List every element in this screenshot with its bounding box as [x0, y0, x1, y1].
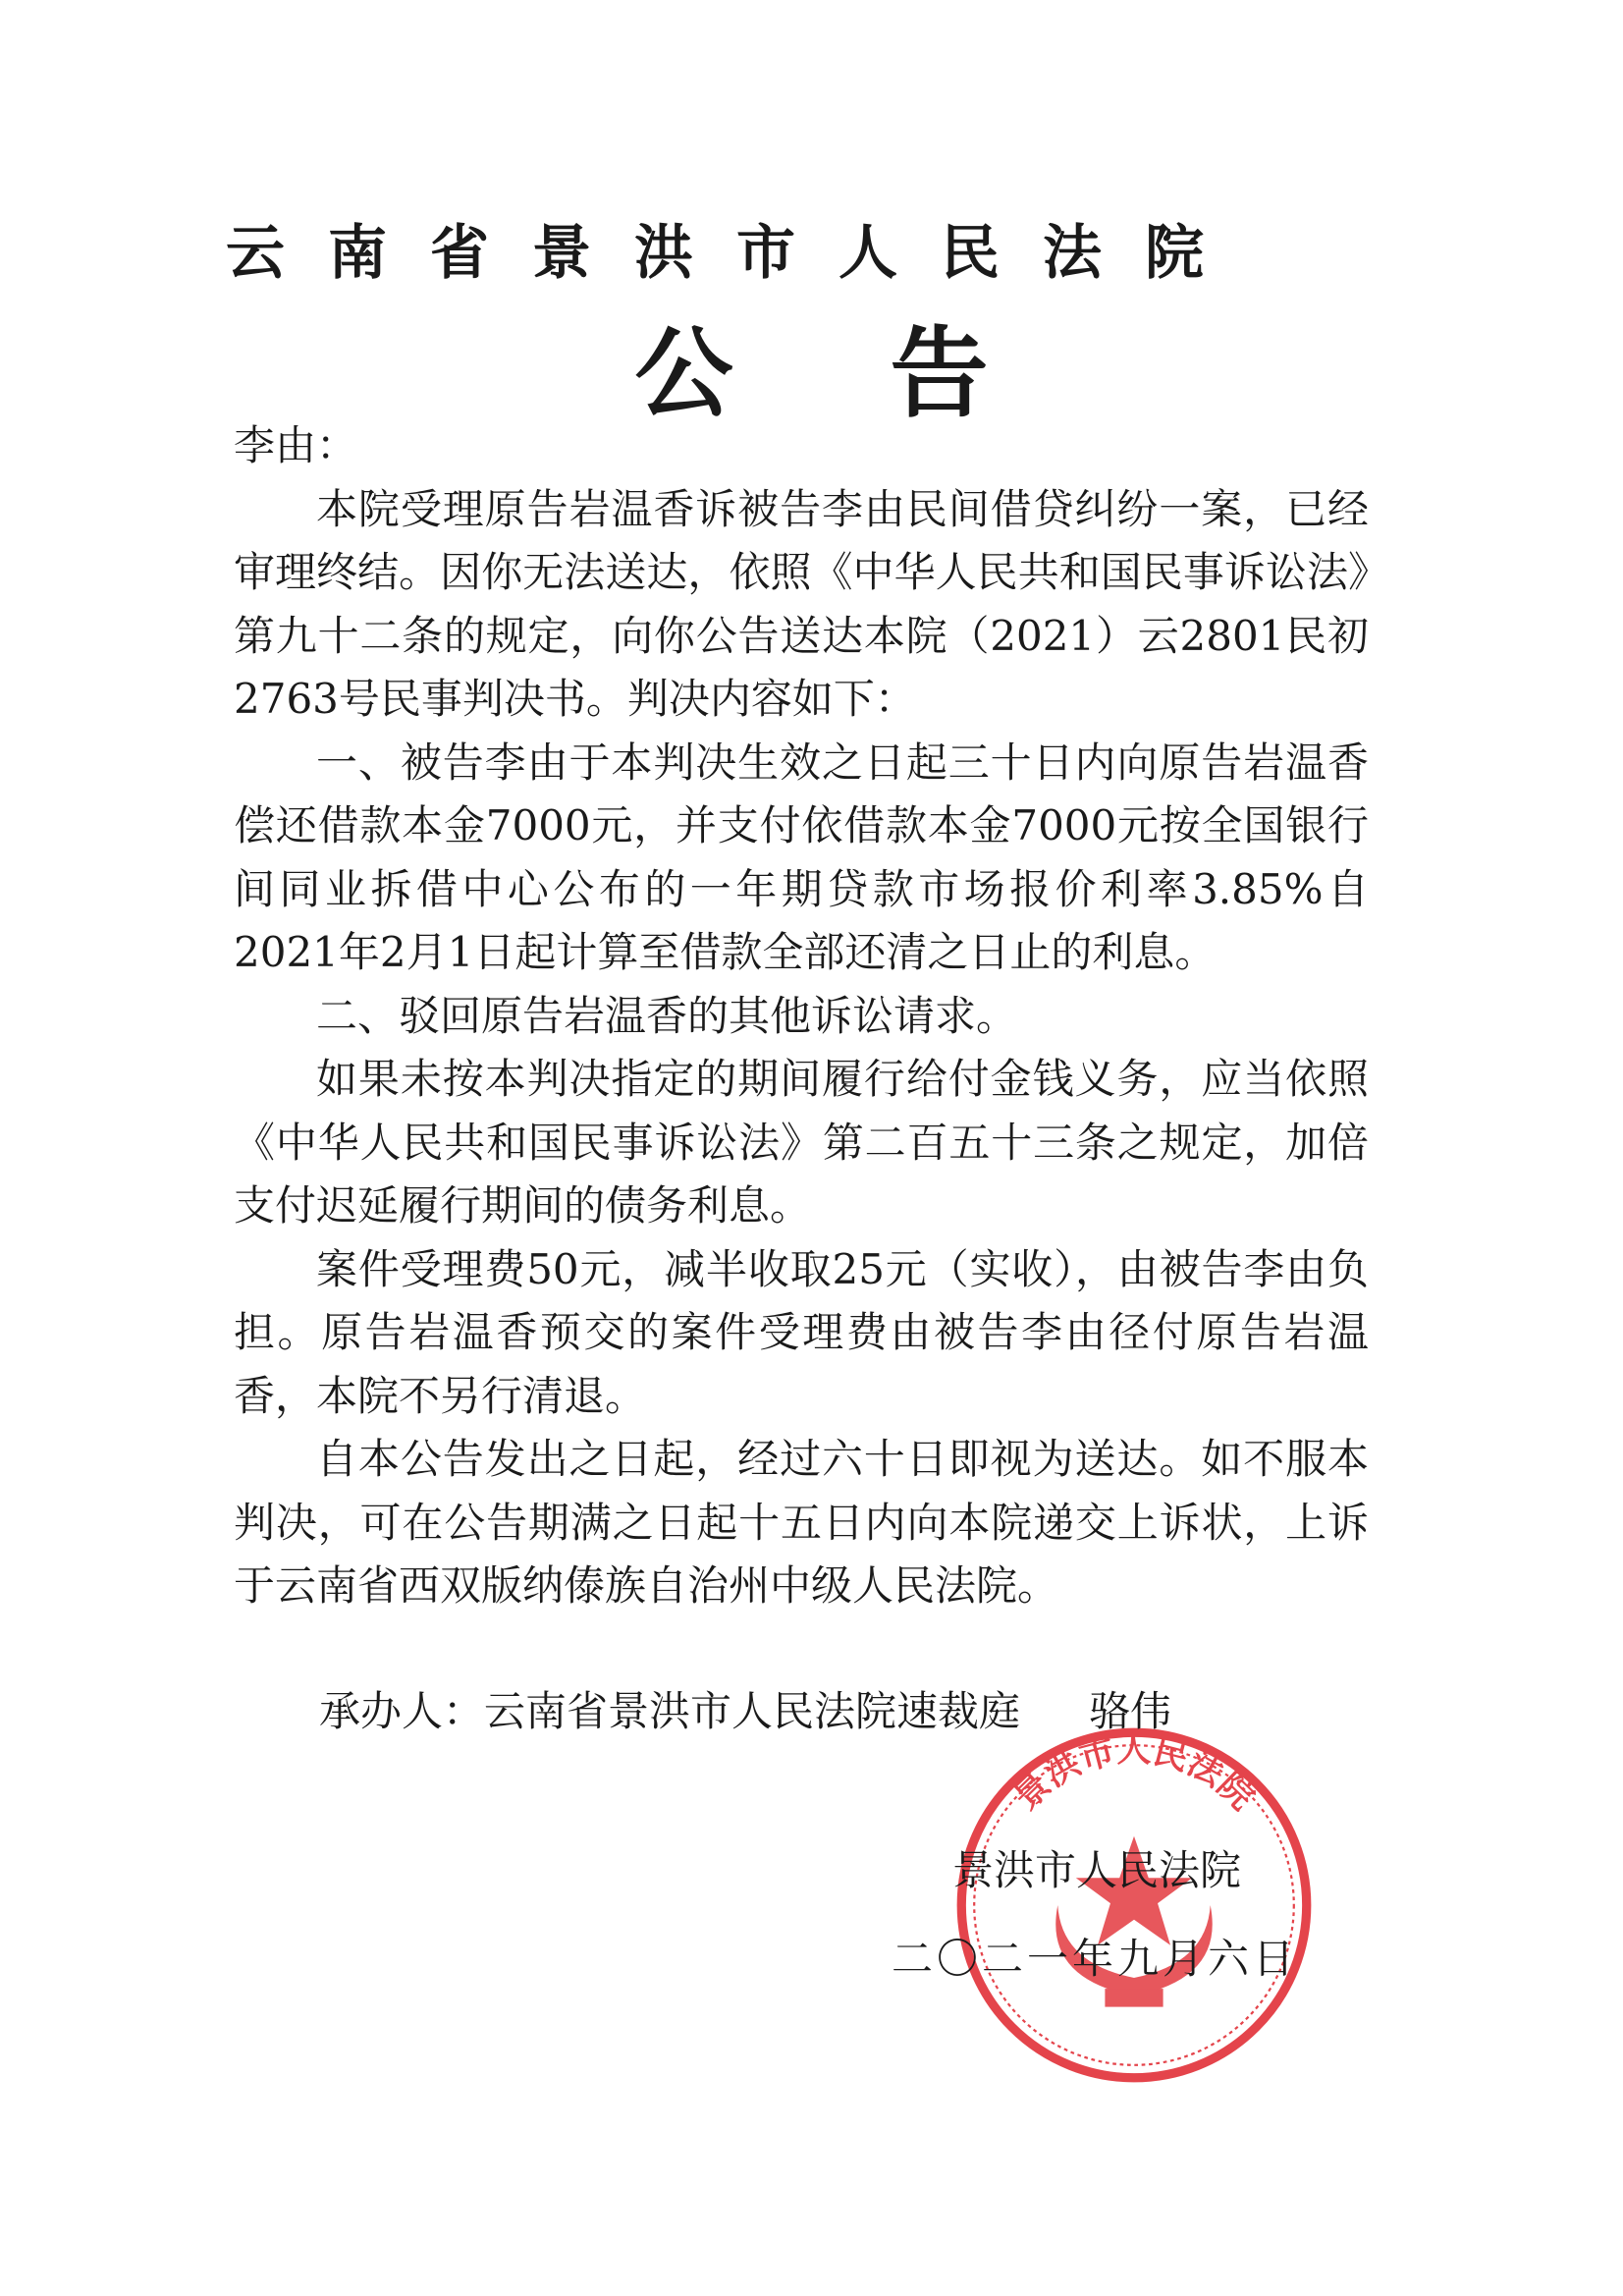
issuing-court: 景洪市人民法院 — [952, 1846, 1242, 1894]
paragraph-late-interest: 如果未按本判决指定的期间履行给付金钱义务，应当依照《中华人民共和国民事诉讼法》第二百五十三条之规定，加倍支付迟延履行期间的债务利息。 — [234, 1055, 1369, 1230]
salutation: 李由： — [234, 421, 358, 469]
issue-date: 二〇二一年九月六日 — [892, 1935, 1299, 1983]
case-handler-name: 骆伟 — [1089, 1687, 1172, 1735]
paragraph-case-summary: 本院受理原告岩温香诉被告李由民间借贷纠纷一案，已经审理终结。因你无法送达，依照《中华人民共和国民事诉讼法》第九十二条的规定，向你公告送达本院（2021）云2801民初2763号民事判决书。判决内容如下： — [234, 484, 1369, 723]
notice-body — [234, 414, 1369, 1618]
court-name: 云南省景洪市人民法院 — [226, 219, 1247, 288]
seal-text: 景洪市人民法院 — [1005, 1729, 1263, 1819]
case-handler-label: 承办人：云南省景洪市人民法院速裁庭 — [319, 1687, 1021, 1735]
paragraph-fees: 案件受理费50元，减半收取25元（实收），由被告李由负担。原告岩温香预交的案件受理费由被告李由径付原告岩温香，本院不另行清退。 — [234, 1244, 1369, 1420]
case-handler — [319, 1679, 1171, 1738]
paragraph-appeal: 自本公告发出之日起，经过六十日即视为送达。如不服本判决，可在公告期满之日起十五日内向本院递交上诉状，上诉于云南省西双版纳傣族自治州中级人民法院。 — [234, 1435, 1369, 1610]
official-seal-icon — [952, 1723, 1316, 2087]
paragraph-judgment-item-1: 一、被告李由于本判决生效之日起三十日内向原告岩温香偿还借款本金7000元，并支付依借款本金7000元按全国银行间同业拆借中心公布的一年期贷款市场报价利率3.85%自2021年2月1日起计算至借款全部还清之日止的利息。 — [234, 738, 1369, 976]
document-title: 公告 — [634, 316, 1146, 431]
paragraph-judgment-item-2: 二、驳回原告岩温香的其他诉讼请求。 — [316, 991, 1018, 1040]
